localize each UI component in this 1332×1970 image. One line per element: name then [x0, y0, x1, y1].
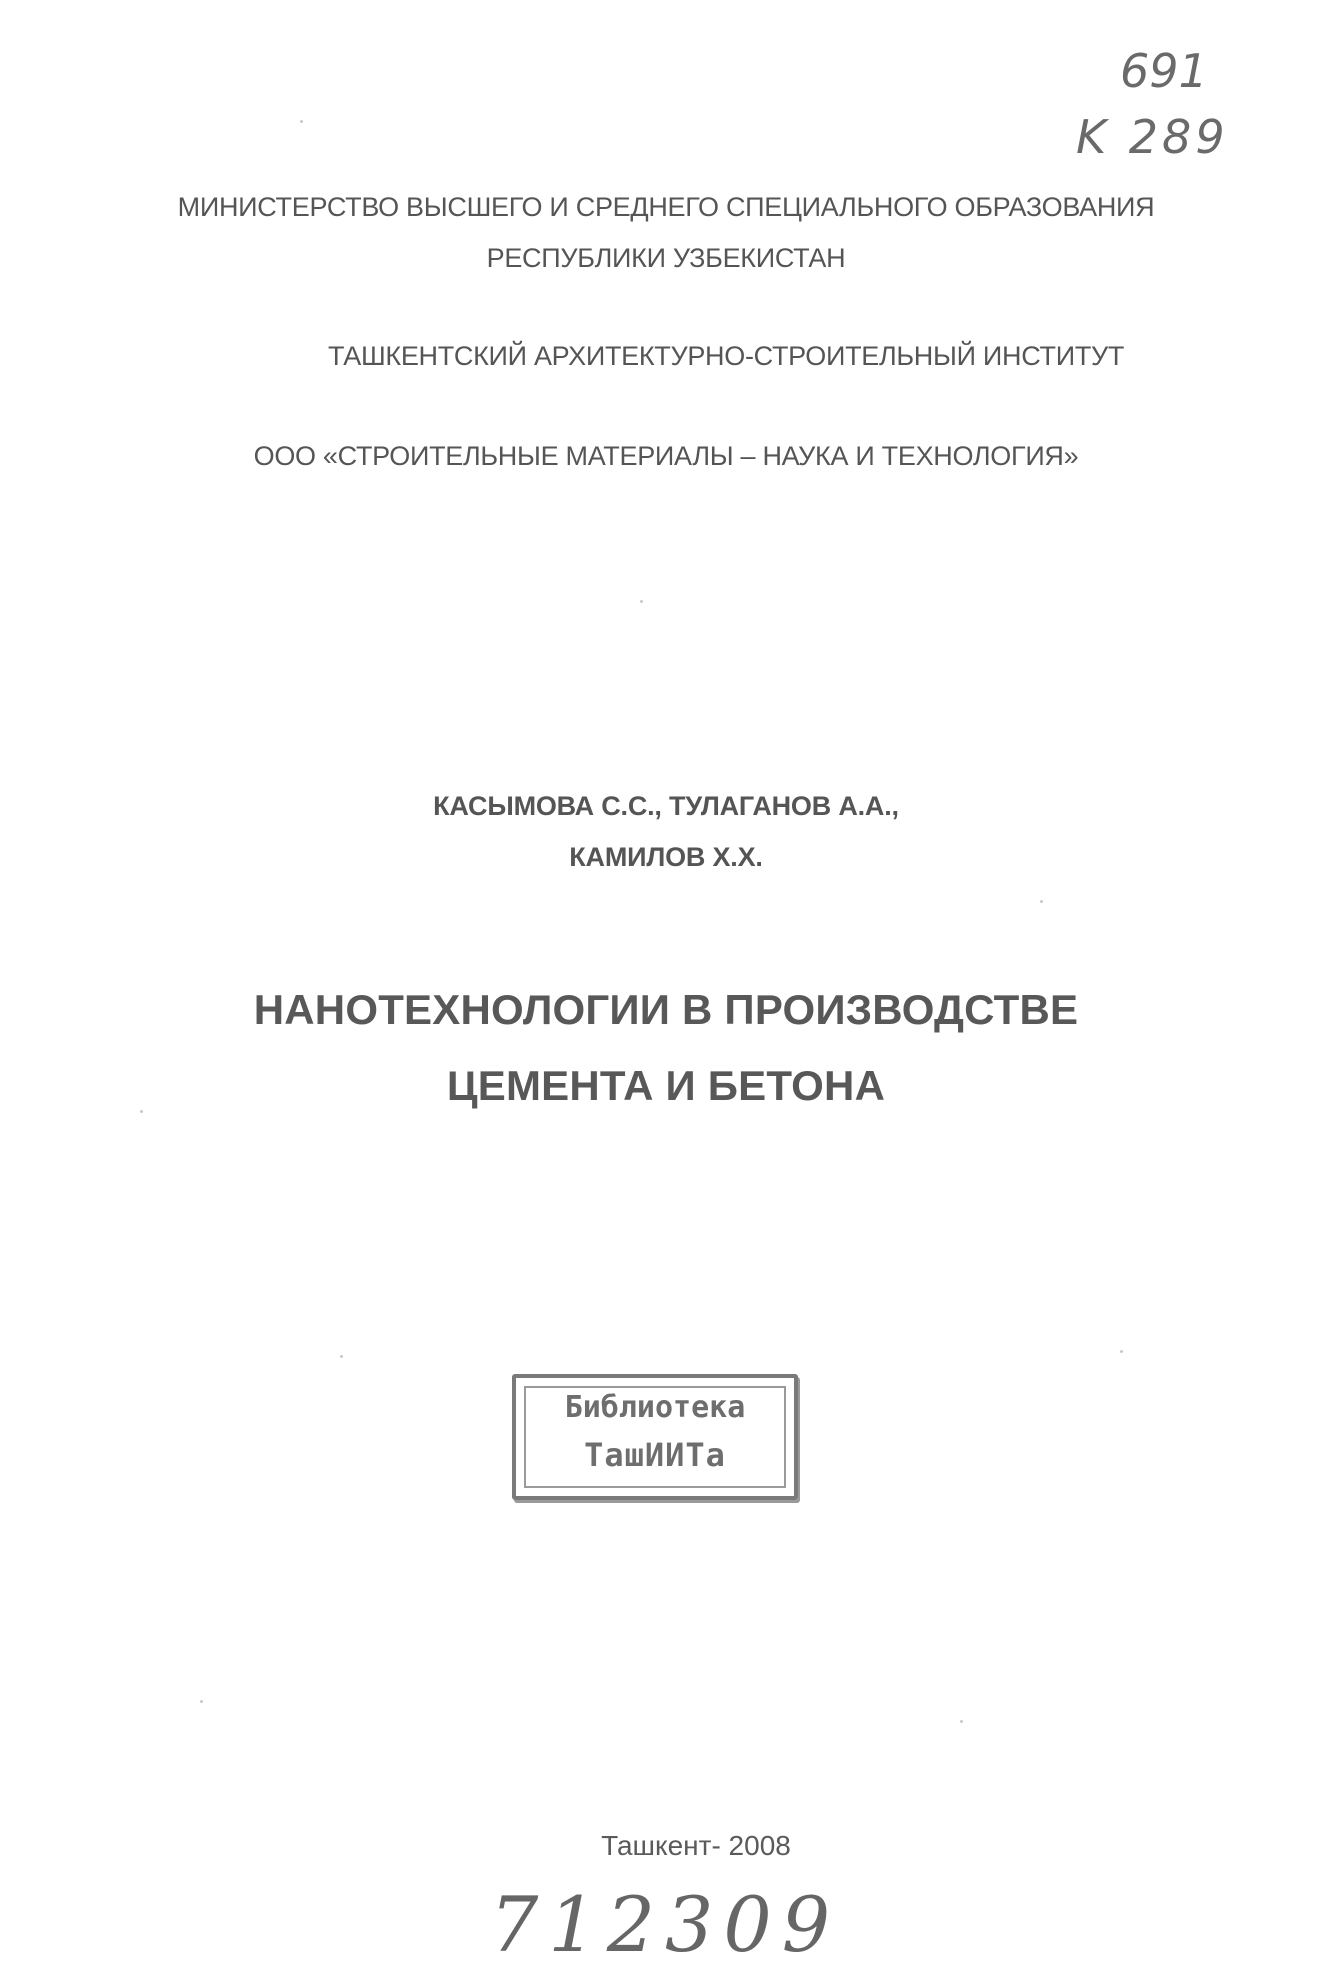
- scan-speck: [640, 600, 643, 603]
- inventory-number: 712309: [490, 1880, 841, 1969]
- scan-speck: [960, 1720, 963, 1723]
- scan-speck: [200, 1700, 203, 1703]
- scan-speck: [1040, 900, 1043, 903]
- shelf-mark-line2: K 289: [1076, 110, 1229, 164]
- shelf-mark-line1: 691: [1120, 44, 1208, 98]
- scan-speck: [300, 120, 303, 123]
- institute-name: ТАШКЕНТСКИЙ АРХИТЕКТУРНО-СТРОИТЕЛЬНЫЙ ИНСТИТУТ: [327, 341, 1125, 371]
- library-stamp-line2: ТашИИТа: [584, 1436, 726, 1474]
- library-stamp: [512, 1374, 798, 1500]
- library-stamp-line1: Библиотека: [564, 1390, 746, 1425]
- book-title-line1: НАНОТЕХНОЛОГИИ В ПРОИЗВОДСТВЕ: [253, 986, 1079, 1033]
- authors-line1: КАСЫМОВА С.С., ТУЛАГАНОВ А.А.,: [433, 791, 899, 821]
- scan-speck: [140, 1110, 143, 1113]
- ministry-line2: РЕСПУБЛИКИ УЗБЕКИСТАН: [486, 243, 846, 273]
- company-name: ООО «СТРОИТЕЛЬНЫЕ МАТЕРИАЛЫ – НАУКА И ТЕХНОЛОГИЯ»: [253, 441, 1079, 471]
- authors-line2: КАМИЛОВ Х.Х.: [569, 842, 763, 872]
- book-title-line2: ЦЕМЕНТА И БЕТОНА: [446, 1062, 886, 1109]
- scan-speck: [340, 1355, 343, 1358]
- city-year: Ташкент- 2008: [601, 1830, 791, 1861]
- ministry-line1: МИНИСТЕРСТВО ВЫСШЕГО И СРЕДНЕГО СПЕЦИАЛЬНОГО ОБРАЗОВАНИЯ: [177, 192, 1155, 222]
- scan-speck: [1120, 1350, 1123, 1353]
